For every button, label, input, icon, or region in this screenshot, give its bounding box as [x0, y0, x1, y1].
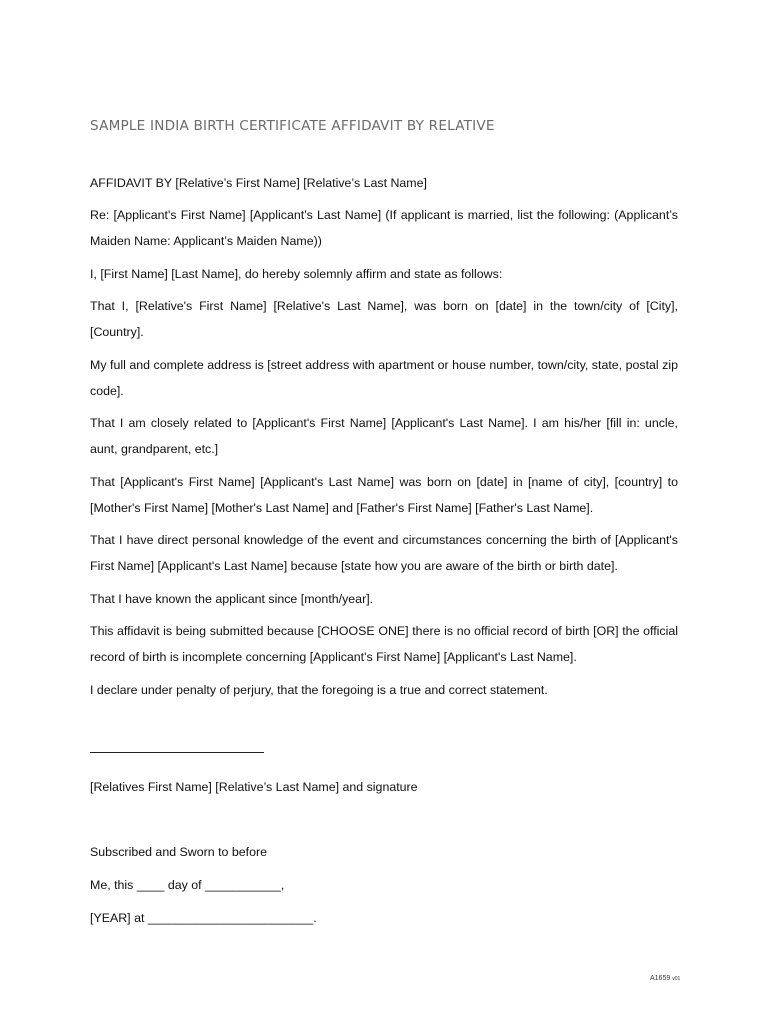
signature-caption: [Relatives First Name] [Relative’s Last Name] and signature	[90, 780, 418, 794]
address-paragraph: My full and complete address is [street address with apartment or house number, town/city, state, postal zip code].	[90, 358, 678, 398]
known-since-paragraph: That I have known the applicant since [month/year].	[90, 592, 374, 606]
knowledge-paragraph: That I have direct personal knowledge of the event and circumstances concerning the birth of [Applicant's First Name] [Applicant's Last Name] because [state how you are aware of the birth or birth date].	[90, 533, 678, 573]
re-paragraph: Re: [Applicant's First Name] [Applicant's Last Name] (If applicant is married, list the following: (Applicant’s Maiden Name: Applicant’s Maiden Name))	[90, 208, 678, 248]
sworn-line-1: Subscribed and Sworn to before	[90, 845, 268, 859]
sworn-line-2: Me, this ____ day of ___________,	[90, 878, 285, 892]
birth-paragraph: That I, [Relative's First Name] [Relative's Last Name], was born on [date] in the town/city of [City], [Country].	[90, 299, 678, 339]
document-code-number: A1659	[650, 975, 671, 982]
document-code	[650, 975, 680, 982]
perjury-declaration: I declare under penalty of perjury, that the foregoing is a true and correct statement.	[90, 683, 548, 697]
relation-paragraph: That I am closely related to [Applicant's First Name] [Applicant's Last Name]. I am his/her [fill in: uncle, aunt, grandparent, etc.]	[90, 416, 678, 456]
document-code-version: v01	[672, 976, 681, 982]
affidavit-by-line: AFFIDAVIT BY [Relative’s First Name] [Relative’s Last Name]	[90, 176, 427, 190]
sworn-line-3: [YEAR] at ________________________.	[90, 911, 317, 925]
submission-reason-paragraph: This affidavit is being submitted because [CHOOSE ONE] there is no official record of birth [OR] the official record of birth is incomplete concerning [Applicant's First Name] [Applicant's Last Name].	[90, 624, 678, 664]
affirm-paragraph: I, [First Name] [Last Name], do hereby solemnly affirm and state as follows:	[90, 267, 503, 281]
applicant-birth-paragraph: That [Applicant's First Name] [Applicant's Last Name] was born on [date] in [name of city], [country] to [Mother's First Name] [Mother's Last Name] and [Father's First Name] [Father's Last Name].	[90, 475, 678, 515]
document-title: SAMPLE INDIA BIRTH CERTIFICATE AFFIDAVIT BY RELATIVE	[90, 118, 495, 134]
signature-line	[90, 752, 264, 753]
